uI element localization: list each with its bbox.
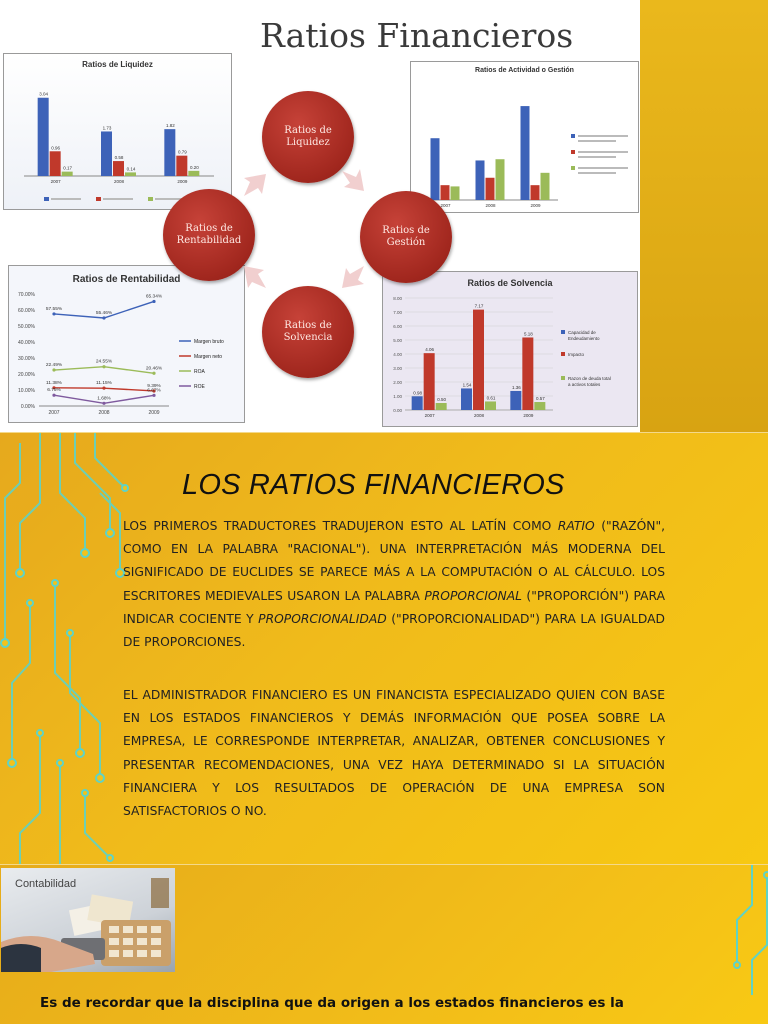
- data-label: 0.17: [63, 165, 73, 171]
- bar: [476, 160, 485, 200]
- legend-swatch: [96, 197, 101, 201]
- bar: [424, 353, 435, 410]
- cycle-arrow-icon: [240, 170, 270, 200]
- x-tick-label: 2007: [440, 203, 451, 208]
- bar: [412, 396, 423, 410]
- bar: [461, 388, 472, 410]
- legend-swatch: [148, 197, 153, 201]
- cycle-arrow-icon: [338, 165, 368, 195]
- chart-title: Ratios de Solvencia: [467, 278, 553, 288]
- y-tick-label: 50.00%: [18, 324, 35, 330]
- bar: [113, 161, 124, 176]
- y-tick-label: 4.00: [393, 352, 402, 357]
- legend-text-placeholder: [103, 198, 133, 200]
- y-tick-label: 10.00%: [18, 388, 35, 394]
- section-heading: LOS RATIOS FINANCIEROS: [182, 469, 565, 501]
- bar: [50, 151, 61, 176]
- photo-label: Contabilidad: [15, 878, 77, 890]
- data-point: [52, 368, 55, 371]
- legend-swatch: [571, 166, 575, 170]
- legend-swatch: [561, 330, 565, 334]
- legend-text-placeholder: [578, 151, 628, 153]
- legend-label: Impacto: [568, 352, 585, 357]
- x-tick-label: 2008: [113, 179, 125, 184]
- data-label: 0.20: [189, 164, 199, 170]
- legend-swatch: [561, 376, 565, 380]
- paragraph-text: ("PROPORCIÓN") PARA INDICAR COCIENTE Y: [123, 588, 665, 626]
- legend-swatch: [571, 134, 575, 138]
- data-label: 11.38%: [46, 380, 62, 386]
- data-point: [152, 394, 155, 397]
- bar: [62, 172, 73, 176]
- y-tick-label: 30.00%: [18, 356, 35, 362]
- data-label: 57.55%: [45, 306, 63, 312]
- cycle-arrow-icon: [240, 262, 270, 292]
- y-tick-label: 0.00%: [20, 404, 35, 410]
- data-label: 3.04: [39, 91, 49, 97]
- paragraph-translation: [123, 515, 665, 654]
- y-tick-label: 2.00: [393, 380, 402, 385]
- data-label: 0.14: [126, 166, 136, 172]
- circle-label: Ratios de Rentabilidad: [176, 223, 242, 246]
- x-tick-label: 2009: [523, 413, 534, 418]
- data-label: 22.49%: [45, 363, 63, 369]
- chart-actividad-plot: [411, 62, 639, 213]
- bar: [485, 401, 496, 410]
- x-tick-label: 2009: [530, 203, 541, 208]
- paragraph-text: ("PROPORCIONALIDAD") PARA LA IGUALDAD DE PROPORCIONES.: [123, 611, 665, 650]
- data-point: [102, 365, 105, 368]
- y-tick-label: 70.00%: [18, 292, 35, 298]
- x-tick-label: 2008: [98, 410, 110, 416]
- bar: [441, 185, 450, 200]
- bar: [164, 129, 175, 176]
- y-tick-label: 6.00: [393, 324, 402, 329]
- bar: [436, 403, 447, 410]
- legend-label: Margen neto: [194, 354, 223, 360]
- chart-solvencia: [382, 271, 638, 427]
- chart-solvencia-plot: [383, 272, 638, 427]
- legend-text-placeholder: [578, 167, 628, 169]
- bar: [431, 138, 440, 200]
- circle-label: Ratios de Gestión: [382, 225, 430, 248]
- circle-label: Ratios de Liquidez: [284, 125, 332, 148]
- y-tick-label: 3.00: [393, 366, 402, 371]
- data-label: 1.36: [511, 384, 521, 390]
- x-tick-label: 2009: [148, 410, 160, 416]
- legend-label: ROA: [194, 369, 205, 375]
- slide-title: Ratios Financieros: [260, 16, 574, 55]
- slide-ratios-text: [0, 432, 768, 864]
- data-label: 11.15%: [96, 381, 112, 387]
- data-label: 4.06: [425, 347, 435, 353]
- legend-text-placeholder: [578, 140, 616, 142]
- legend-text-placeholder: [578, 172, 616, 174]
- gold-side-strip: [640, 0, 768, 432]
- chart-liquidez-plot: [4, 54, 232, 210]
- legend-label: Endeudamiento: [568, 336, 600, 341]
- bar: [125, 172, 136, 176]
- data-label: 0.50: [437, 397, 447, 402]
- legend-swatch: [561, 352, 565, 356]
- data-label: 0.79: [177, 149, 187, 155]
- bar: [531, 185, 540, 200]
- bar: [541, 173, 550, 200]
- chart-title: Ratios de Liquidez: [82, 60, 153, 69]
- bar: [496, 159, 505, 200]
- y-tick-label: 8.00: [393, 296, 402, 301]
- bar: [101, 131, 112, 176]
- paragraph-text: ("RAZÓN", COMO EN LA PALABRA "RACIONAL"). UNA INTERPRETACIÓN MÁS MODERNA DEL SIGNIFICADO DE EUCLIDES SE PARECE MÁS A LA COMPUTACIÓN O AL CÁLCULO. LOS ESCRITORES MEDIEVALES USARON LA PALABRA: [123, 519, 666, 603]
- chart-liquidez: [3, 53, 232, 210]
- circle-label: Ratios de Solvencia: [283, 320, 333, 343]
- y-tick-label: 60.00%: [18, 308, 35, 314]
- data-label: 6.75%: [47, 388, 61, 394]
- y-tick-label: 0.00: [393, 408, 402, 413]
- bar: [486, 178, 495, 200]
- data-point: [52, 394, 55, 397]
- data-point: [102, 316, 105, 319]
- chart-actividad: [410, 61, 639, 213]
- data-label: 0.98: [413, 390, 423, 396]
- bar: [176, 156, 187, 176]
- legend-text-placeholder: [578, 156, 616, 158]
- contabilidad-text: Es de recordar que la disciplina que da origen a los estados financieros es la: [40, 995, 624, 1011]
- x-tick-label: 2007: [50, 179, 61, 184]
- x-tick-label: 2007: [48, 410, 60, 416]
- y-tick-label: 20.00%: [18, 372, 35, 378]
- data-label: 65.34%: [145, 294, 163, 300]
- data-label: 24.55%: [95, 359, 113, 365]
- y-tick-label: 40.00%: [18, 340, 35, 346]
- data-label: 0.61: [486, 395, 496, 401]
- data-label: 1.82: [165, 123, 175, 129]
- data-label: 55.46%: [95, 311, 113, 316]
- data-point: [152, 300, 155, 303]
- circle-gestion: [360, 191, 452, 283]
- data-point: [102, 402, 105, 405]
- y-tick-label: 1.00: [393, 394, 402, 399]
- paragraph-text: LOS PRIMEROS TRADUCTORES TRADUJERON ESTO AL LATÍN COMO: [123, 519, 558, 533]
- italic-term-proporcionalidad: PROPORCIONALIDAD: [258, 611, 387, 626]
- chart-rentabilidad-plot: [9, 266, 245, 423]
- chart-title: Ratios de Actividad o Gestión: [475, 67, 574, 74]
- x-tick-label: 2007: [424, 413, 435, 418]
- legend-text-placeholder: [578, 135, 628, 137]
- bar: [522, 337, 533, 410]
- legend-text-placeholder: [51, 198, 81, 200]
- bar: [451, 186, 460, 200]
- data-label: 7.17: [474, 303, 484, 309]
- bar: [521, 106, 530, 200]
- x-tick-label: 2009: [177, 179, 188, 184]
- data-label: 0.96: [51, 145, 61, 151]
- x-tick-label: 2008: [473, 413, 485, 418]
- data-label: 5.18: [523, 331, 533, 337]
- bar: [473, 310, 484, 410]
- data-label: 6.67%: [147, 388, 161, 394]
- data-point: [152, 372, 155, 375]
- slide-ratios-overview: [0, 0, 768, 432]
- data-label: 1.68%: [97, 396, 111, 402]
- data-label: 0.57: [535, 396, 545, 402]
- data-label: 0.58: [114, 155, 124, 161]
- chart-rentabilidad: [8, 265, 245, 423]
- bar: [534, 402, 545, 410]
- italic-term-proporcional: PROPORCIONAL: [424, 588, 522, 603]
- data-point: [52, 312, 55, 315]
- data-label: 1.54: [462, 382, 472, 388]
- paragraph-administrador: EL ADMINISTRADOR FINANCIERO ES UN FINANCISTA ESPECIALIZADO QUIEN CON BASE EN LOS ESTADOS FINANCIEROS Y DEMÁS INFORMACIÓN QUE POSEA SOBRE LA EMPRESA, LE CORRESPONDE INTERPRETAR, ANALIZAR, OBTENER CONCLUSIONES Y PRESENTAR RECOMENDACIONES, UNA VEZ HAYA DETERMINADO SI LA SITUACIÓN FINANCIERA Y LOS RESULTADOS DE OPERACIÓN DE UNA EMPRESA SON SATISFACTORIOS O NO.: [123, 688, 665, 819]
- legend-label: Margen bruto: [194, 339, 224, 345]
- circle-solvencia: [262, 286, 354, 378]
- legend-label: ROE: [194, 384, 205, 390]
- slide-contabilidad: [0, 864, 768, 1024]
- legend-label: Razon de deuda total: [568, 376, 611, 381]
- chart-title: Ratios de Rentabilidad: [72, 274, 181, 285]
- italic-term-ratio: RATIO: [557, 519, 595, 533]
- data-point: [102, 387, 105, 390]
- legend-swatch: [571, 150, 575, 154]
- contabilidad-photo: [1, 868, 175, 972]
- cycle-arrow-icon: [338, 262, 368, 292]
- circuit-decoration-icon: [712, 865, 768, 995]
- x-tick-label: 2008: [485, 203, 496, 208]
- y-tick-label: 5.00: [393, 338, 402, 343]
- circuit-decoration-icon: [0, 433, 130, 864]
- legend-label: a activos totales: [568, 382, 601, 387]
- data-label: 1.73: [102, 125, 112, 131]
- bar: [38, 98, 49, 176]
- data-label: 20.46%: [145, 366, 163, 372]
- bar: [188, 171, 199, 176]
- y-tick-label: 7.00: [393, 310, 402, 315]
- bar: [510, 391, 521, 410]
- legend-swatch: [44, 197, 49, 201]
- data-label: 9.39%: [147, 383, 161, 389]
- legend-label: Capacidad de: [568, 330, 596, 335]
